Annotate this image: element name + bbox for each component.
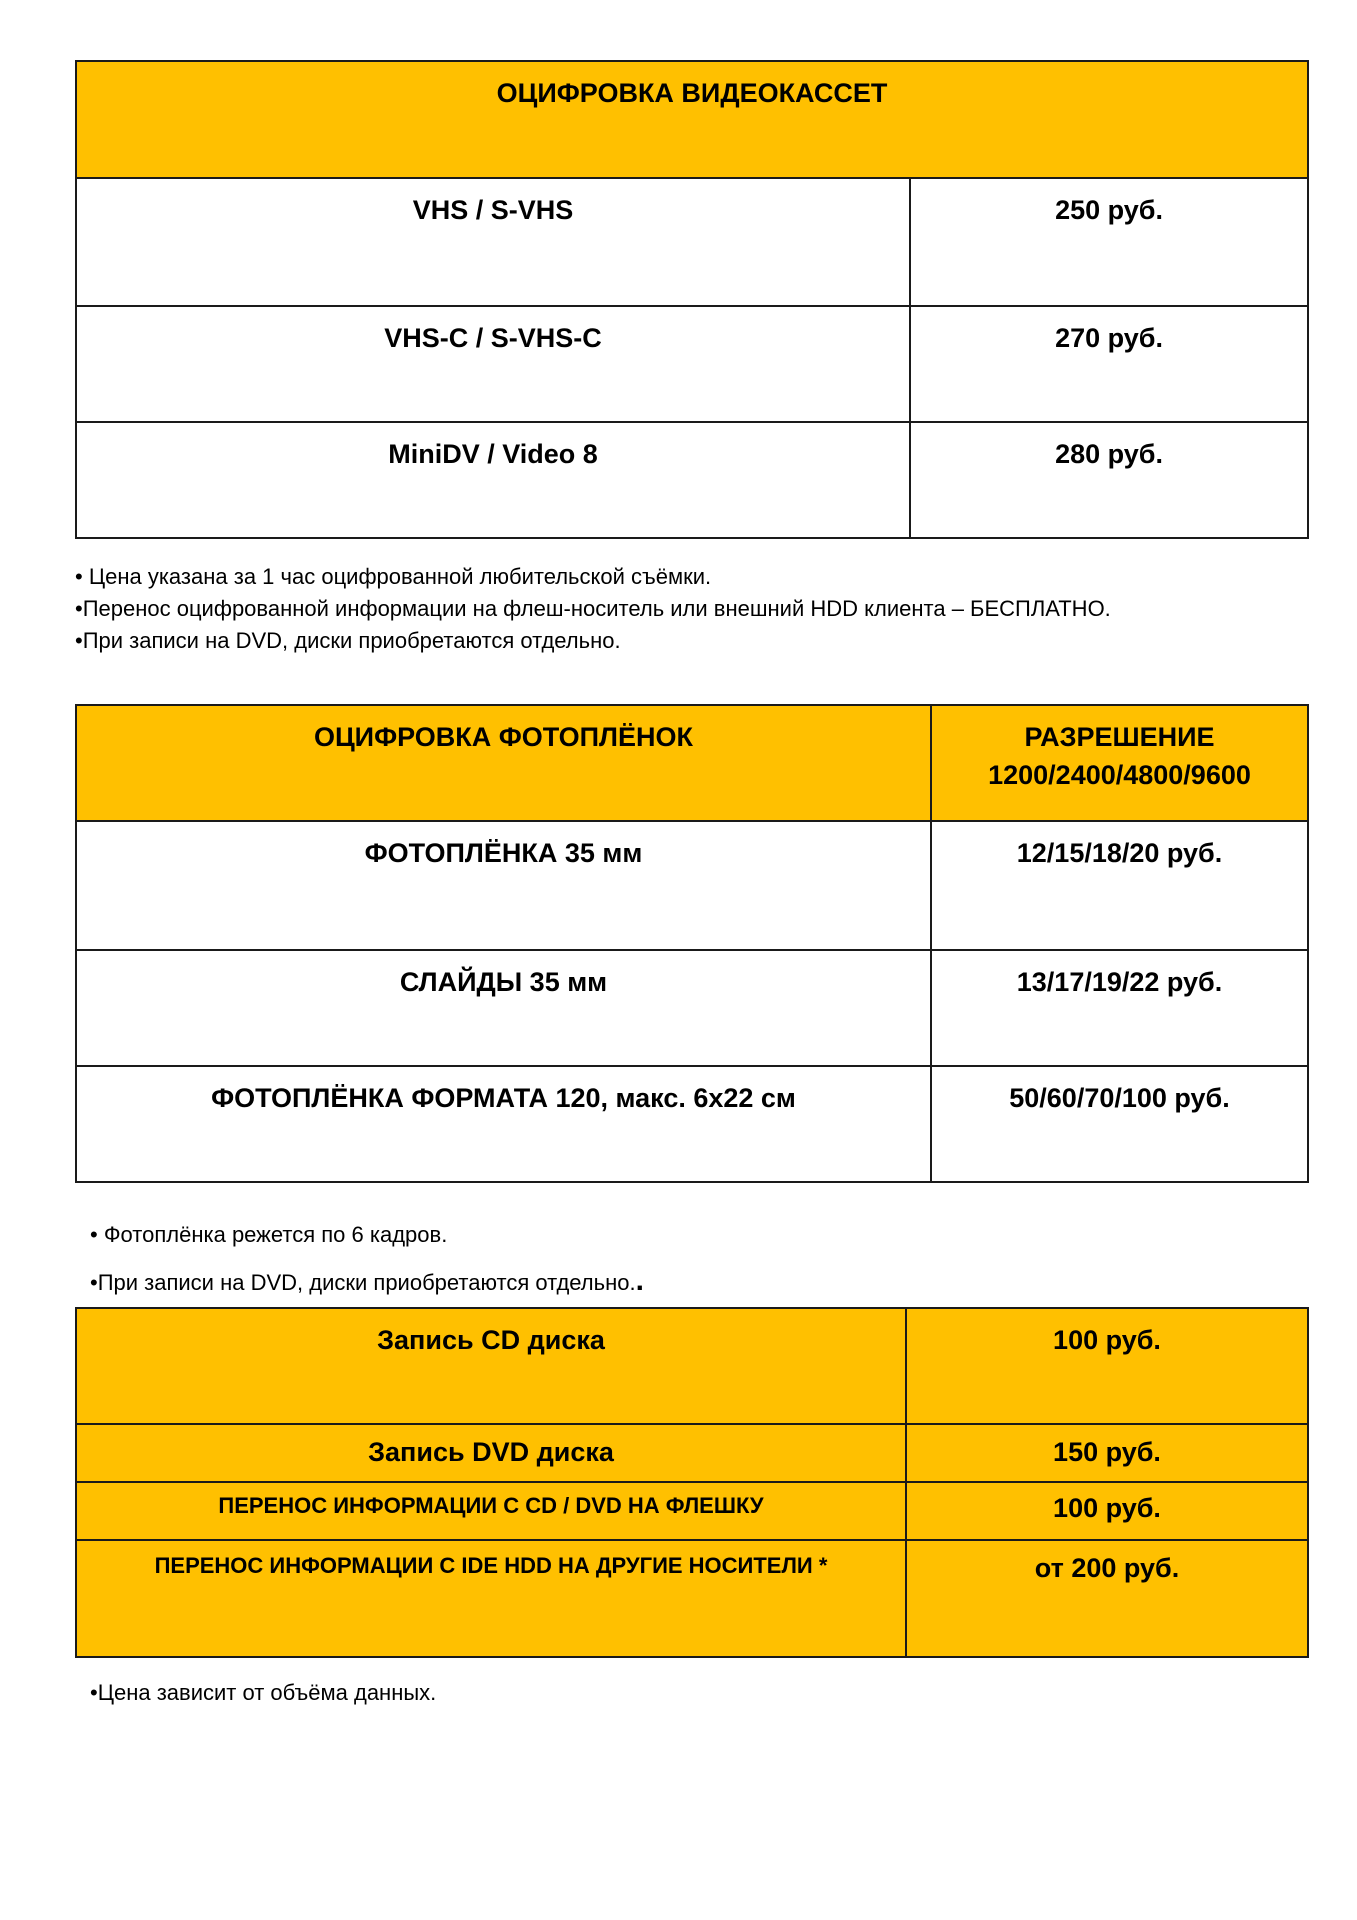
service-price-cell: 100 руб. [906, 1482, 1308, 1540]
service-price-cell: 100 руб. [906, 1308, 1308, 1424]
film-notes [90, 1212, 644, 1306]
note-line: • Фотоплёнка режется по 6 кадров. [90, 1222, 448, 1247]
note-line: •Перенос оцифрованной информации на флеш-носитель или внешний HDD клиента – БЕСПЛАТНО. [75, 596, 1111, 621]
film-format-cell: СЛАЙДЫ 35 мм [76, 950, 931, 1066]
video-format-cell: VHS-C / S-VHS-C [76, 306, 910, 422]
video-format-cell: MiniDV / Video 8 [76, 422, 910, 538]
film-price-cell: 12/15/18/20 руб. [931, 821, 1308, 950]
film-digitizing-table [75, 704, 1309, 1183]
film-price-cell: 50/60/70/100 руб. [931, 1066, 1308, 1182]
film-format-cell: ФОТОПЛЁНКА ФОРМАТА 120, макс. 6х22 см [76, 1066, 931, 1182]
video-price-cell: 270 руб. [910, 306, 1308, 422]
video-format-cell: VHS / S-VHS [76, 178, 910, 306]
video-table-title: ОЦИФРОВКА ВИДЕОКАССЕТ [76, 61, 1308, 178]
video-price-cell: 280 руб. [910, 422, 1308, 538]
note-line: •При записи на DVD, диски приобретаются отдельно. [75, 628, 621, 653]
service-cell: ПЕРЕНОС ИНФОРМАЦИИ С IDE HDD НА ДРУГИЕ НОСИТЕЛИ * [76, 1540, 906, 1657]
service-cell: Запись CD диска [76, 1308, 906, 1424]
note-line: •Цена зависит от объёма данных. [90, 1680, 437, 1705]
film-format-cell: ФОТОПЛЁНКА 35 мм [76, 821, 931, 950]
service-price-cell: от 200 руб. [906, 1540, 1308, 1657]
note-line: • Цена указана за 1 час оцифрованной любительской съёмки. [75, 564, 712, 589]
note-trailing-dot: . [635, 1264, 644, 1297]
video-price-cell: 250 руб. [910, 178, 1308, 306]
film-price-cell: 13/17/19/22 руб. [931, 950, 1308, 1066]
note-line: •При записи на DVD, диски приобретаются отдельно.. [90, 1264, 644, 1297]
resolution-header [931, 705, 1308, 821]
media-services-table [75, 1307, 1309, 1658]
resolution-label: РАЗРЕШЕНИЕ [1024, 722, 1215, 752]
service-price-cell: 150 руб. [906, 1424, 1308, 1482]
resolution-values: 1200/2400/4800/9600 [988, 760, 1251, 790]
video-notes [75, 561, 1111, 657]
service-cell: Запись DVD диска [76, 1424, 906, 1482]
media-notes [90, 1677, 436, 1709]
video-digitizing-table [75, 60, 1309, 539]
service-cell: ПЕРЕНОС ИНФОРМАЦИИ С CD / DVD НА ФЛЕШКУ [76, 1482, 906, 1540]
film-table-title: ОЦИФРОВКА ФОТОПЛЁНОК [76, 705, 931, 821]
